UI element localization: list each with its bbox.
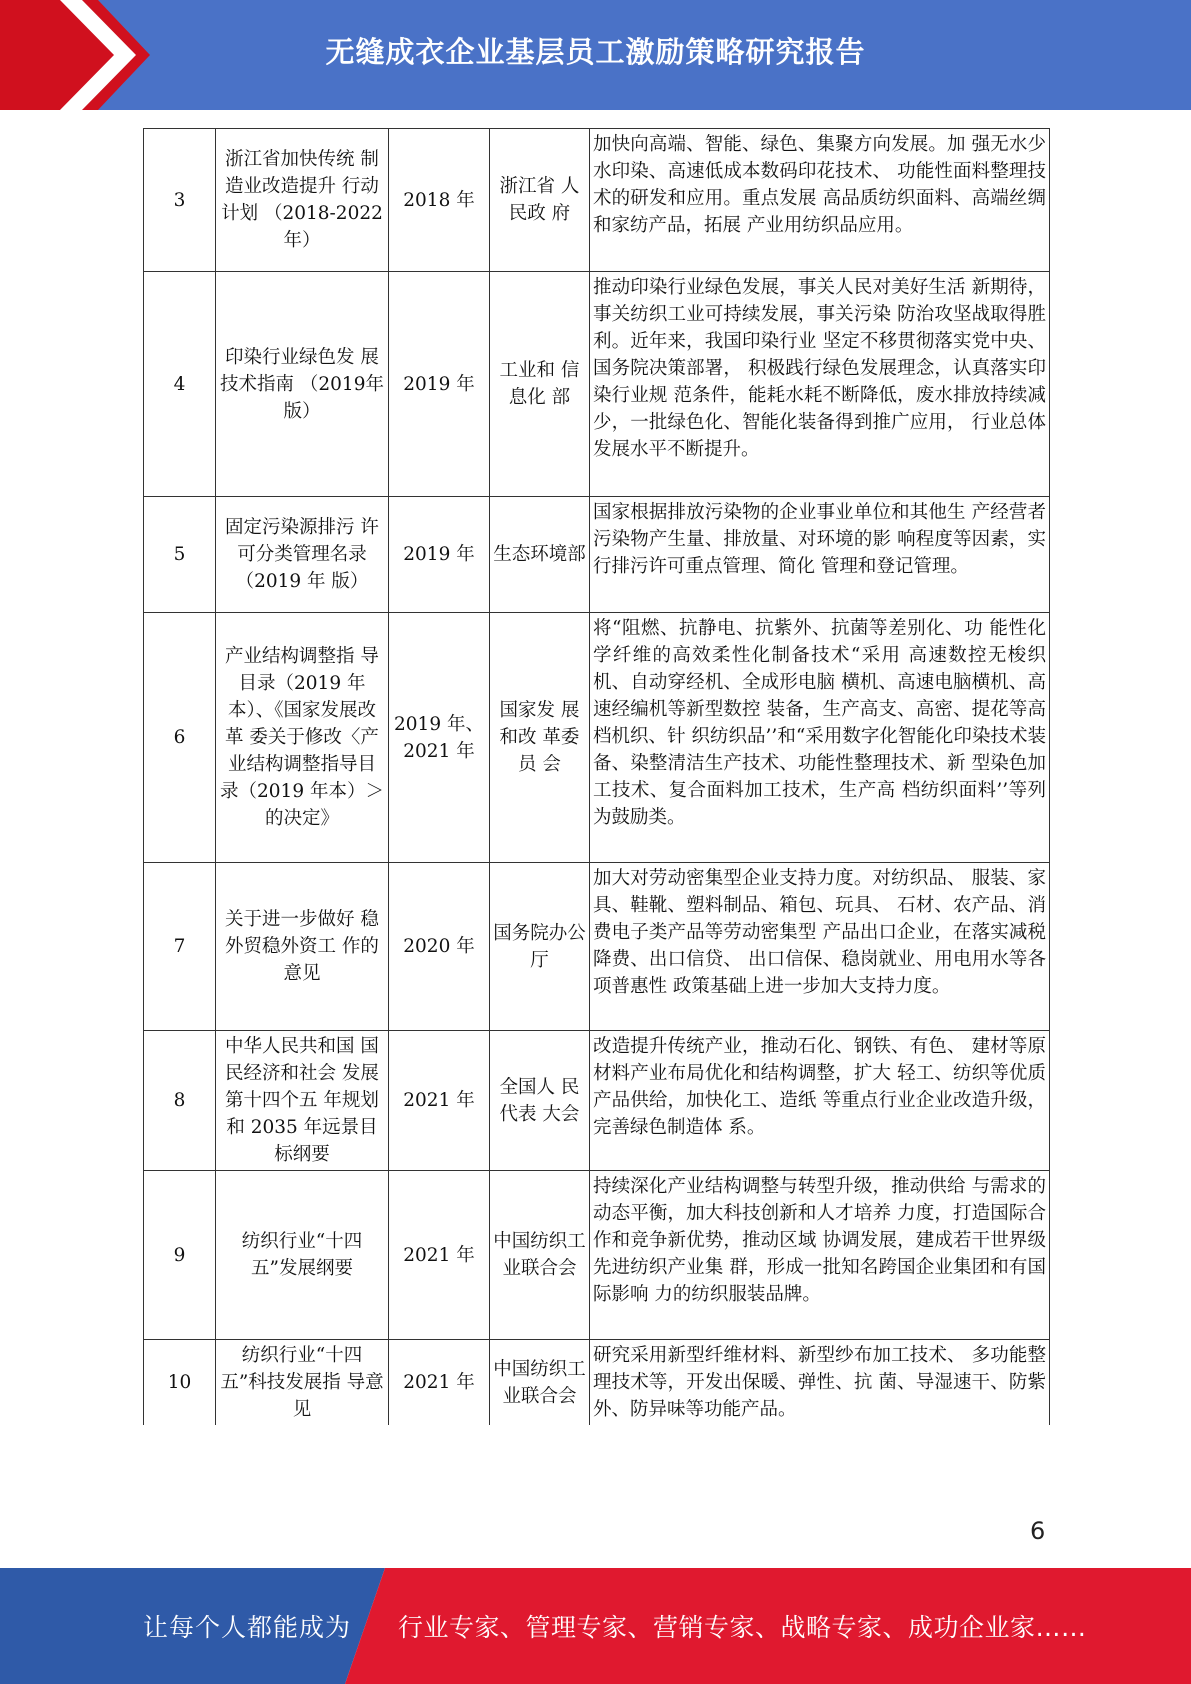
policy-name: 纺织行业“十四五”科技发展指 导意见 xyxy=(216,1340,389,1426)
issuing-org: 国家发 展和改 革委员 会 xyxy=(490,613,590,863)
policy-description: 改造提升传统产业，推动石化、钢铁、有色、 建材等原材料产业布局优化和结构调整，扩大 轻工、纺织等优质产品供给，加快化工、造纸 等重点行业企业改造升级，完善绿色制造体 系。 xyxy=(590,1031,1050,1171)
table-row xyxy=(144,272,1050,497)
table-row xyxy=(144,1340,1050,1426)
policy-description: 国家根据排放污染物的企业事业单位和其他生 产经营者污染物产生量、排放量、对环境的影 响程度等因素，实行排污许可重点管理、简化 管理和登记管理。 xyxy=(590,497,1050,613)
policy-name: 中华人民共和国 国民经济和社会 发展第十四个五 年规划和 2035 年远景目标纲要 xyxy=(216,1031,389,1171)
row-index: 5 xyxy=(144,497,216,613)
policy-year: 2018 年 xyxy=(389,129,490,272)
policy-year: 2019 年 xyxy=(389,497,490,613)
policy-year: 2020 年 xyxy=(389,863,490,1031)
issuing-org: 中国纺织工业联合会 xyxy=(490,1340,590,1426)
table-row xyxy=(144,129,1050,272)
policy-description: 将“阻燃、抗静电、抗紫外、抗菌等差别化、功 能性化学纤维的高效柔性化制备技术“采用 高速数控无梭织机、自动穿经机、全成形电脑 横机、高速电脑横机、高速经编机等新型数控 装备，生产高支、高密、提花等高档机织、针 织纺织品’’和“采用数字化智能化印染技术装 备、染整清洁生产技术、功能性整理技术、新 型染色加工技术、复合面料加工技术，生产高 档纺织面料’’等列为鼓励类。 xyxy=(590,613,1050,863)
policy-year: 2021 年 xyxy=(389,1340,490,1426)
header-chevron-decoration xyxy=(0,0,150,110)
policy-description: 研究采用新型纤维材料、新型纱布加工技术、 多功能整理技术等，开发出保暖、弹性、抗 菌、导湿速干、防紫外、防异味等功能产品。 xyxy=(590,1340,1050,1426)
row-index: 8 xyxy=(144,1031,216,1171)
issuing-org: 生态环境部 xyxy=(490,497,590,613)
table-row xyxy=(144,613,1050,863)
row-index: 6 xyxy=(144,613,216,863)
policy-table xyxy=(143,128,1050,1425)
issuing-org: 浙江省 人民政 府 xyxy=(490,129,590,272)
policy-name: 浙江省加快传统 制造业改造提升 行动计划 （2018-2022年） xyxy=(216,129,389,272)
policy-description: 加大对劳动密集型企业支持力度。对纺织品、 服装、家具、鞋靴、塑料制品、箱包、玩具、 石材、农产品、消费电子类产品等劳动密集型 产品出口企业，在落实减税降费、出口信贷、 出口信保、稳岗就业、用电用水等各项普惠性 政策基础上进一步加大支持力度。 xyxy=(590,863,1050,1031)
policy-name: 产业结构调整指 导目录（2019 年本）、《国家发展改革 委关于修改〈产 业结构调整指导目录（2019 年本）＞的决定》 xyxy=(216,613,389,863)
row-index: 10 xyxy=(144,1340,216,1426)
policy-year: 2019 年 xyxy=(389,272,490,497)
policy-description: 加快向高端、智能、绿色、集聚方向发展。加 强无水少水印染、高速低成本数码印花技术、 功能性面料整理技术的研发和应用。重点发展 高品质纺织面料、高端丝绸和家纺产品，拓展 产业用纺织品应用。 xyxy=(590,129,1050,272)
issuing-org: 国务院办公厅 xyxy=(490,863,590,1031)
issuing-org: 全国人 民代表 大会 xyxy=(490,1031,590,1171)
policy-description: 持续深化产业结构调整与转型升级，推动供给 与需求的动态平衡，加大科技创新和人才培养 力度，打造国际合作和竞争新优势，推动区域 协调发展，建成若干世界级先进纺织产业集 群，形成一批知名跨国企业集团和有国际影响 力的纺织服装品牌。 xyxy=(590,1171,1050,1340)
report-title: 无缝成衣企业基层员工激励策略研究报告 xyxy=(325,34,866,69)
row-index: 3 xyxy=(144,129,216,272)
policy-year: 2021 年 xyxy=(389,1171,490,1340)
footer-slogan-lead: 让每个人都能成为 xyxy=(143,1613,352,1642)
row-index: 7 xyxy=(144,863,216,1031)
footer-slogan-list: 行业专家、管理专家、营销专家、战略专家、成功企业家…… xyxy=(398,1613,1087,1642)
page-number: 6 xyxy=(1030,1517,1046,1545)
issuing-org: 中国纺织工业联合会 xyxy=(490,1171,590,1340)
policy-description: 推动印染行业绿色发展，事关人民对美好生活 新期待，事关纺织工业可持续发展，事关污染 防治攻坚战取得胜利。近年来，我国印染行业 坚定不移贯彻落实党中央、国务院决策部署， 积极践行绿色发展理念，认真落实印染行业规 范条件，能耗水耗不断降低，废水排放持续减 少，一批绿色化、智能化装备得到推广应用， 行业总体发展水平不断提升。 xyxy=(590,272,1050,497)
policy-name: 印染行业绿色发 展技术指南 （2019年版） xyxy=(216,272,389,497)
row-index: 9 xyxy=(144,1171,216,1340)
table-row xyxy=(144,1171,1050,1340)
table-row xyxy=(144,1031,1050,1171)
policy-name: 关于进一步做好 稳外贸稳外资工 作的意见 xyxy=(216,863,389,1031)
policy-year: 2021 年 xyxy=(389,1031,490,1171)
table-row xyxy=(144,863,1050,1031)
row-index: 4 xyxy=(144,272,216,497)
policy-name: 纺织行业“十四五”发展纲要 xyxy=(216,1171,389,1340)
header-banner xyxy=(0,0,1191,110)
footer-banner xyxy=(0,1568,1191,1684)
issuing-org: 工业和 信息化 部 xyxy=(490,272,590,497)
policy-year: 2019 年、2021 年 xyxy=(389,613,490,863)
policy-name: 固定污染源排污 许可分类管理名录（2019 年 版） xyxy=(216,497,389,613)
table-row xyxy=(144,497,1050,613)
